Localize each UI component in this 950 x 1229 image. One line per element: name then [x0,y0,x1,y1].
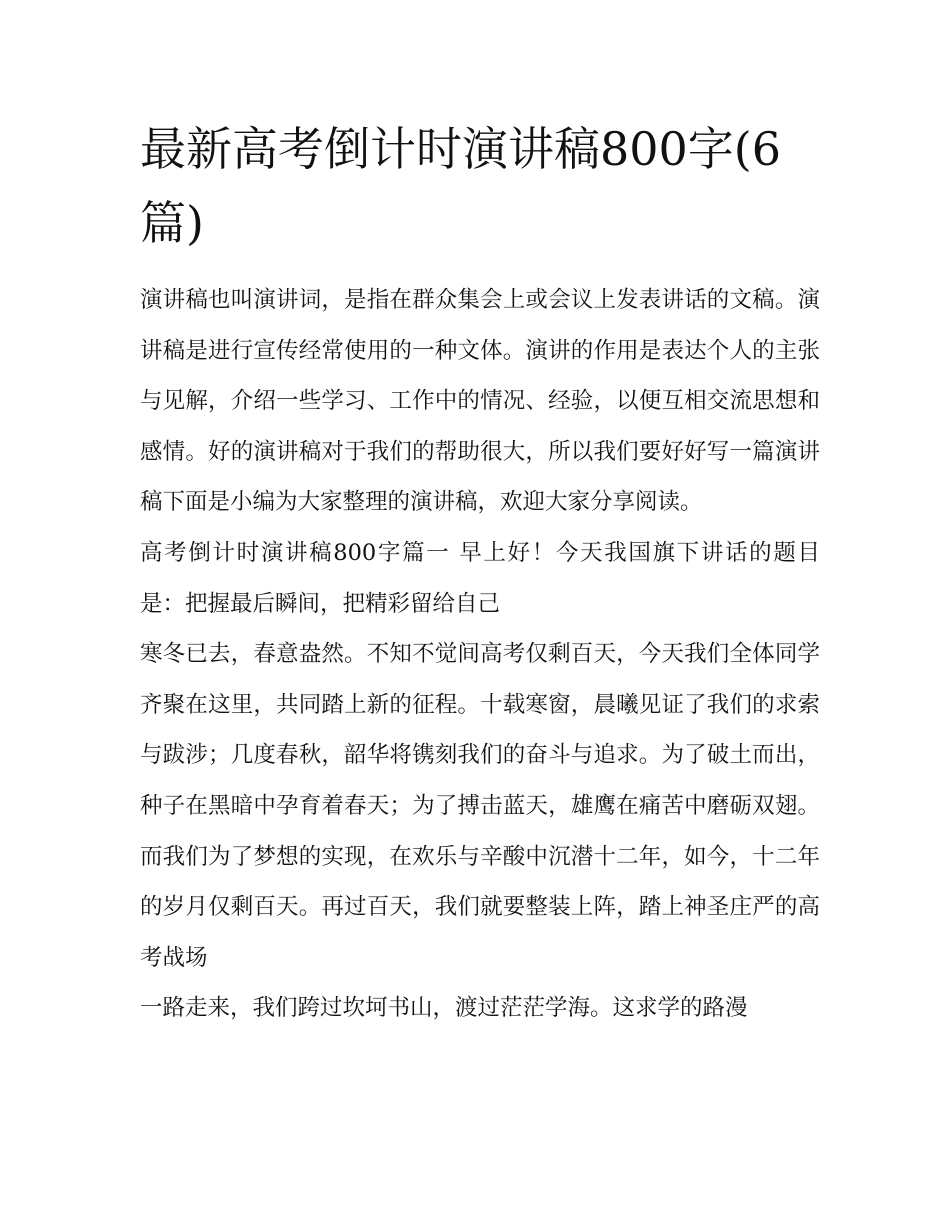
paragraph-section-heading: 高考倒计时演讲稿800字篇一 早上好！今天我国旗下讲话的题目是：把握最后瞬间，把精彩留给自己 [140,539,820,617]
paragraph-body-1: 寒冬已去，春意盎然。不知不觉间高考仅剩百天，今天我们全体同学齐聚在这里，共同踏上新的征程。十载寒窗，晨曦见证了我们的求索与跋涉；几度春秋，韶华将镌刻我们的奋斗与追求。为了破土而出，种子在黑暗中孕育着春天；为了搏击蓝天，雄鹰在痛苦中磨砺双翅。而我们为了梦想的实现，在欢乐与辛酸中沉潜十二年，如今，十二年的岁月仅剩百天。再过百天，我们就要整装上阵，踏上神圣庄严的高考战场 [140,641,820,971]
paragraph-body-2: 一路走来，我们跨过坎坷书山，渡过茫茫学海。这求学的路漫 [140,995,748,1022]
paragraph-intro: 演讲稿也叫演讲词，是指在群众集会上或会议上发表讲话的文稿。演讲稿是进行宣传经常使用的一种文体。演讲的作用是表达个人的主张与见解，介绍一些学习、工作中的情况、经验，以便互相交流思想和感情。好的演讲稿对于我们的帮助很大，所以我们要好好写一篇演讲稿下面是小编为大家整理的演讲稿，欢迎大家分享阅读。 [140,287,820,516]
document-title: 最新高考倒计时演讲稿800字(6篇) [140,122,782,250]
document-body [140,275,820,1034]
